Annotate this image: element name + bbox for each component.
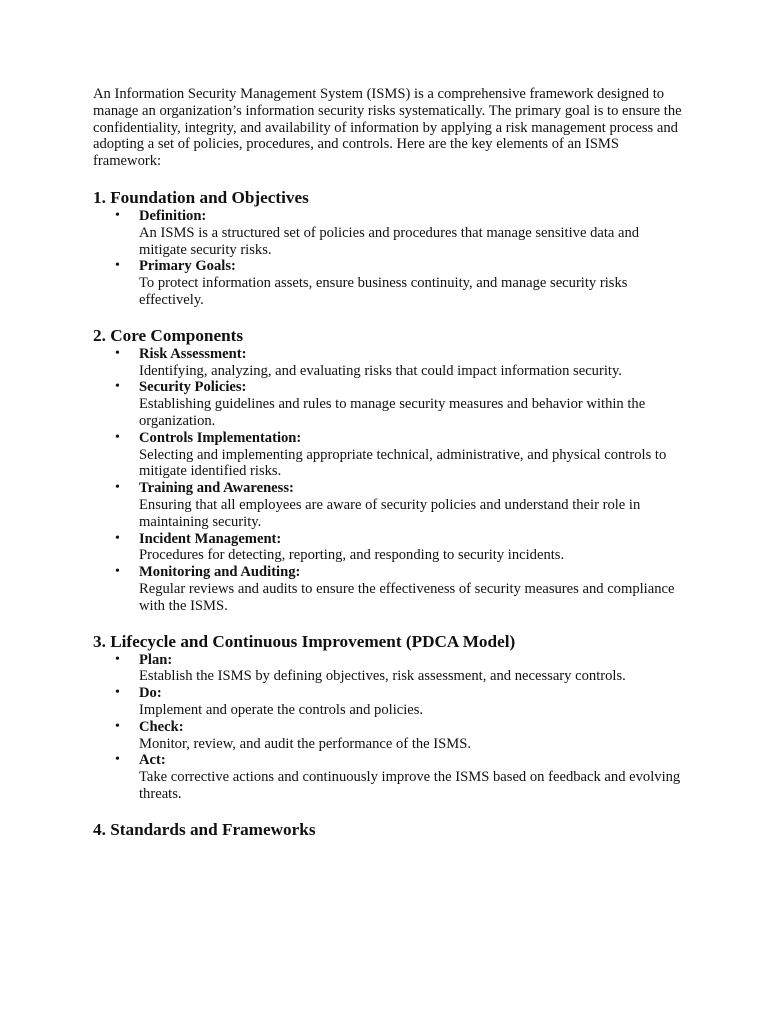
item-title: Plan: xyxy=(139,651,173,668)
lifecycle-list xyxy=(93,652,683,803)
item-description: Take corrective actions and continuously improve the ISMS based on feedback and evolving threats. xyxy=(139,769,681,802)
item-title: Risk Assessment: xyxy=(139,345,247,362)
document-page xyxy=(93,86,683,840)
item-description: Implement and operate the controls and policies. xyxy=(139,701,424,718)
item-description: Monitor, review, and audit the performance of the ISMS. xyxy=(139,735,472,752)
list-item xyxy=(93,564,683,614)
list-item xyxy=(93,652,683,686)
item-title: Security Policies: xyxy=(139,379,247,396)
section-heading-core-components: 2. Core Components xyxy=(93,325,244,345)
section-heading-lifecycle: 3. Lifecycle and Continuous Improvement (PDCA Model) xyxy=(93,631,516,651)
item-description: Establish the ISMS by defining objectives, risk assessment, and necessary controls. xyxy=(139,668,626,685)
section-heading-standards: 4. Standards and Frameworks xyxy=(93,819,316,839)
item-title: Controls Implementation: xyxy=(139,429,302,446)
item-description: Identifying, analyzing, and evaluating risks that could impact information security. xyxy=(139,362,622,379)
bullet-icon: • xyxy=(115,685,120,701)
list-item xyxy=(93,480,683,530)
bullet-icon: • xyxy=(115,752,120,768)
item-description: Procedures for detecting, reporting, and responding to security incidents. xyxy=(139,547,565,564)
bullet-icon: • xyxy=(115,258,120,274)
bullet-icon: • xyxy=(115,379,120,395)
foundation-list xyxy=(93,208,683,309)
item-description: Regular reviews and audits to ensure the effectiveness of security measures and compliance with the ISMS. xyxy=(139,580,675,614)
list-item xyxy=(93,208,683,258)
list-item xyxy=(93,430,683,480)
item-title: Incident Management: xyxy=(139,530,282,547)
list-item xyxy=(93,258,683,308)
item-title: Act: xyxy=(139,752,166,769)
bullet-icon: • xyxy=(115,718,120,734)
list-item xyxy=(93,719,683,753)
list-item xyxy=(93,531,683,565)
item-title: Check: xyxy=(139,718,184,735)
item-description: An ISMS is a structured set of policies and procedures that manage sensitive data and mitigate security risks. xyxy=(139,224,640,258)
list-item xyxy=(93,346,683,380)
list-item xyxy=(93,685,683,719)
item-description: Ensuring that all employees are aware of security policies and understand their role in maintaining security. xyxy=(139,496,641,530)
item-description: Selecting and implementing appropriate technical, administrative, and physical controls to mitigate identified risks. xyxy=(139,446,667,480)
item-title: Monitoring and Auditing: xyxy=(139,564,301,581)
list-item xyxy=(93,752,683,802)
bullet-icon: • xyxy=(115,480,120,496)
item-title: Primary Goals: xyxy=(139,258,236,275)
item-title: Training and Awareness: xyxy=(139,480,294,497)
item-title: Do: xyxy=(139,685,162,702)
item-description: Establishing guidelines and rules to manage security measures and behavior within the organization. xyxy=(139,396,646,429)
bullet-icon: • xyxy=(115,345,120,361)
intro-paragraph: An Information Security Management System (ISMS) is a comprehensive framework designed to manage an organization’s information security risks systematically. The primary goal is to ensure the confidentiality, integrity, and availability of information by applying a risk management process and adopting a set of policies, procedures, and controls. Here are the key elements of an ISMS framework: xyxy=(93,86,682,170)
bullet-icon: • xyxy=(115,530,120,546)
item-description: To protect information assets, ensure business continuity, and manage security risks effectively. xyxy=(139,275,628,308)
bullet-icon: • xyxy=(115,651,120,667)
core-components-list xyxy=(93,346,683,615)
bullet-icon: • xyxy=(115,429,120,445)
bullet-icon: • xyxy=(115,207,120,223)
bullet-icon: • xyxy=(115,564,120,580)
section-heading-foundation: 1. Foundation and Objectives xyxy=(93,187,309,207)
item-title: Definition: xyxy=(139,207,207,224)
list-item xyxy=(93,379,683,429)
